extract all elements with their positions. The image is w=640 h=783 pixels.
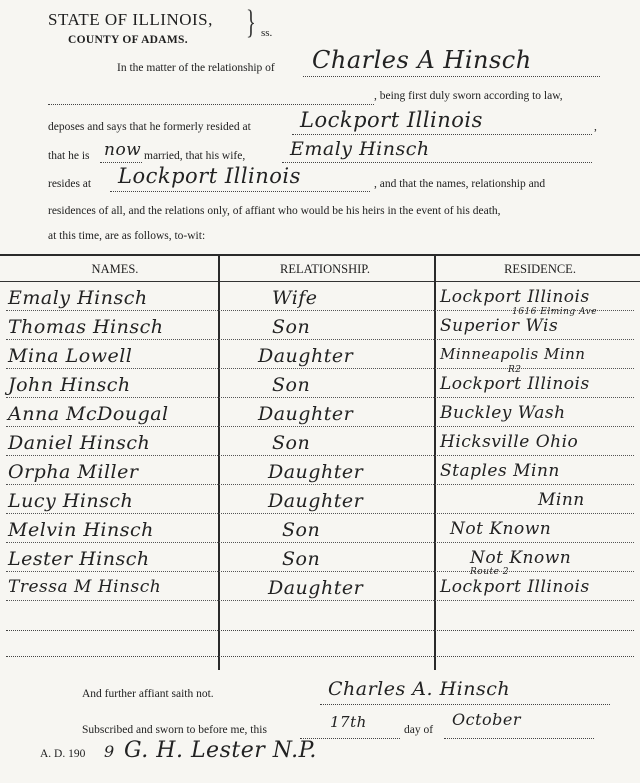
table-row xyxy=(0,516,640,545)
empty-row-line xyxy=(6,630,634,631)
further-affiant-text: And further affiant saith not. xyxy=(82,688,214,700)
county-heading: COUNTY OF ADAMS. xyxy=(68,34,188,46)
wife-name-underline xyxy=(282,162,592,163)
row-underline xyxy=(6,455,634,456)
row-name: Melvin Hinsch xyxy=(8,519,154,541)
row-relationship: Son xyxy=(282,519,321,541)
row-note: Route 2 xyxy=(470,567,510,577)
row-name: Daniel Hinsch xyxy=(8,432,151,454)
table-row xyxy=(0,545,640,574)
row-residence: Staples Minn xyxy=(440,461,560,481)
affiant-name-underline xyxy=(303,76,600,77)
table-row xyxy=(0,429,640,458)
row-name: Mina Lowell xyxy=(8,345,133,367)
row-underline xyxy=(6,513,634,514)
affiant-signature: Charles A. Hinsch xyxy=(328,678,511,700)
row-relationship: Wife xyxy=(272,287,318,309)
row-relationship: Daughter xyxy=(268,461,364,483)
row-name: Lester Hinsch xyxy=(8,548,150,570)
state-heading: STATE OF ILLINOIS, xyxy=(48,10,213,29)
row-underline xyxy=(6,542,634,543)
year-digit: 9 xyxy=(104,742,115,761)
preamble-line7: at this time, are as follows, to-wit: xyxy=(48,230,206,242)
table-row xyxy=(0,365,640,400)
preamble-line3-text: deposes and says that he formerly resided at xyxy=(48,121,251,133)
wife-name: Emaly Hinsch xyxy=(290,138,430,160)
table-top-rule xyxy=(0,254,640,256)
row-residence: Lockport Illinois xyxy=(440,577,590,597)
preamble-line2-text: , being first duly sworn according to law, xyxy=(374,90,563,102)
row-name: Tressa M Hinsch xyxy=(8,577,162,597)
empty-row-line xyxy=(6,656,634,657)
table-row xyxy=(0,307,640,342)
ad-text: A. D. 190 xyxy=(40,748,86,760)
row-note: 1616 Elming Ave xyxy=(512,307,598,317)
row-residence: Superior Wis xyxy=(440,316,559,336)
row-residence: Minneapolis Minn xyxy=(440,345,586,363)
preamble-line4-prefix: that he is xyxy=(48,150,90,162)
ss-label: ss. xyxy=(261,27,273,39)
preamble-line5-prefix: resides at xyxy=(48,178,92,190)
preamble-line3-suffix: , xyxy=(594,121,597,133)
row-relationship: Daughter xyxy=(268,490,364,512)
row-residence: Not Known xyxy=(470,548,572,568)
row-residence: Hicksville Ohio xyxy=(440,432,579,452)
subscribed-text: Subscribed and sworn to before me, this xyxy=(82,724,267,736)
month-line xyxy=(444,738,594,739)
row-residence: Lockport Illinois xyxy=(440,287,590,307)
row-name: Emaly Hinsch xyxy=(8,287,148,309)
row-relationship: Daughter xyxy=(258,403,354,425)
sworn-day: 17th xyxy=(330,713,367,731)
row-underline xyxy=(6,368,634,369)
wife-residence: Lockport Illinois xyxy=(118,164,301,188)
row-name: Lucy Hinsch xyxy=(8,490,134,512)
blank-line-2 xyxy=(48,104,374,105)
row-residence: Minn xyxy=(538,490,585,510)
header-residence: RESIDENCE. xyxy=(504,262,576,276)
marital-underline xyxy=(100,162,142,163)
row-relationship: Son xyxy=(272,432,311,454)
row-underline xyxy=(6,426,634,427)
row-relationship: Daughter xyxy=(258,345,354,367)
row-residence: Buckley Wash xyxy=(440,403,566,423)
row-name: Anna McDougal xyxy=(8,403,169,425)
table-row xyxy=(0,487,640,516)
brace-glyph: } xyxy=(246,4,256,41)
table-row xyxy=(0,567,640,603)
day-of-text: day of xyxy=(404,724,434,736)
header-names: NAMES. xyxy=(91,262,139,276)
notary-signature: G. H. Lester N.P. xyxy=(124,738,317,763)
row-relationship: Son xyxy=(272,374,311,396)
table-row xyxy=(0,400,640,429)
wife-residence-underline xyxy=(110,191,370,192)
marital-status: now xyxy=(104,140,142,160)
preamble-line5-suffix: , and that the names, relationship and xyxy=(374,178,546,190)
preamble-line4-mid: married, that his wife, xyxy=(144,150,246,162)
row-residence: Lockport Illinois xyxy=(440,374,590,394)
row-relationship: Son xyxy=(282,548,321,570)
affiant-name: Charles A Hinsch xyxy=(312,46,532,74)
row-underline xyxy=(6,571,634,572)
row-underline xyxy=(6,397,634,398)
row-underline xyxy=(6,339,634,340)
table-row xyxy=(0,458,640,487)
row-underline xyxy=(6,484,634,485)
row-name: John Hinsch xyxy=(8,374,131,396)
sworn-month: October xyxy=(452,710,521,729)
former-residence-underline xyxy=(292,134,592,135)
signature-line xyxy=(320,704,610,705)
row-relationship: Daughter xyxy=(268,577,364,599)
former-residence: Lockport Illinois xyxy=(300,108,483,132)
row-relationship: Son xyxy=(272,316,311,338)
row-note: R2 xyxy=(508,365,522,375)
preamble-line1-text: In the matter of the relationship of xyxy=(117,62,275,74)
header-relationship: RELATIONSHIP. xyxy=(280,262,370,276)
row-name: Orpha Miller xyxy=(8,461,139,483)
preamble-line6: residences of all, and the relations only, of affiant who would be his heirs in the event of his death, xyxy=(48,205,501,217)
row-underline xyxy=(6,600,634,601)
table-header-rule xyxy=(0,281,640,282)
table-row xyxy=(0,342,640,371)
row-name: Thomas Hinsch xyxy=(8,316,164,338)
row-residence: Not Known xyxy=(450,519,552,539)
